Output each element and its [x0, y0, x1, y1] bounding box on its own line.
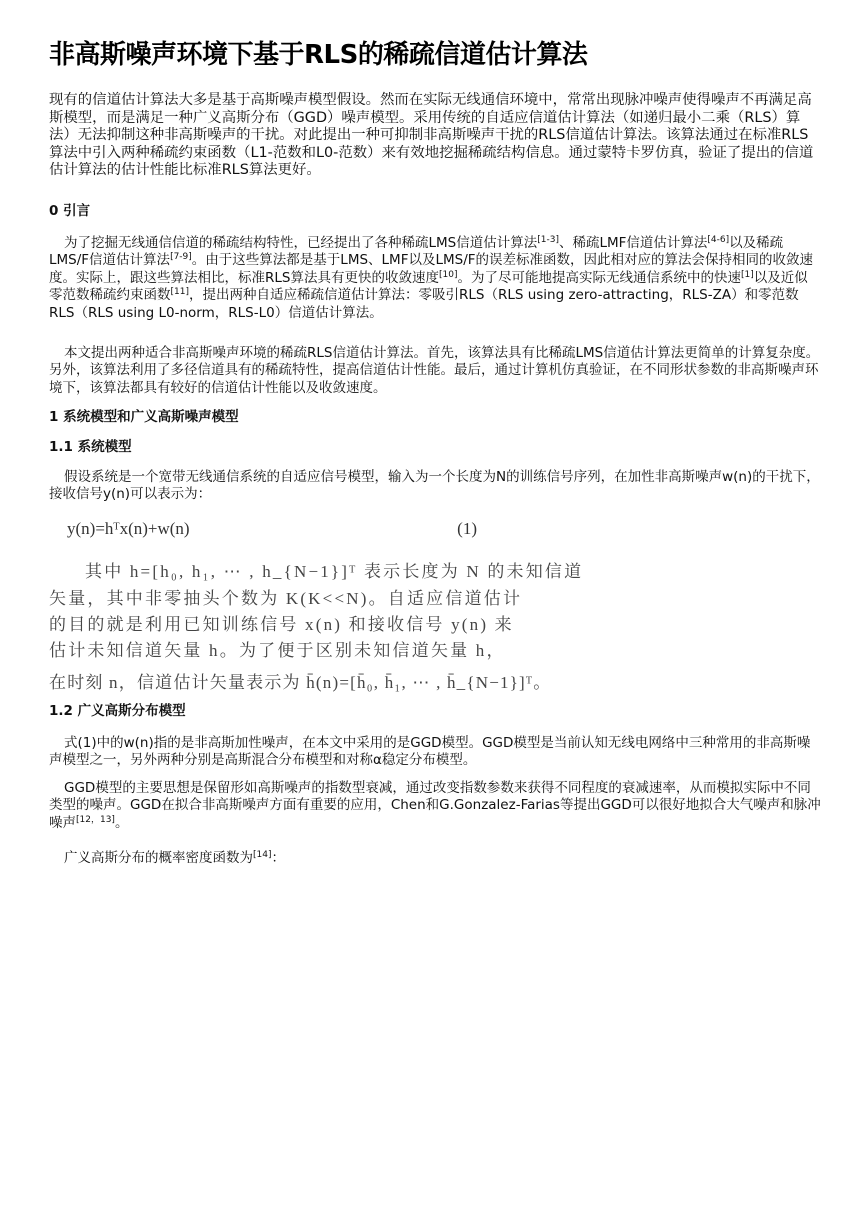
section-heading-intro: 0 引言 — [49, 203, 91, 219]
embedded-text-line: 在时刻 n，信道估计矢量表示为 h̄(n)=[h̄₀, h̄₁, ⋯ , h̄_{N−1}]ᵀ。 — [49, 673, 552, 692]
citation: [10] — [438, 269, 458, 280]
system-model-paragraph: 假设系统是一个宽带无线通信系统的自适应信号模型，输入为一个长度为N的训练信号序列，在加性非高斯噪声w(n)的干扰下，接收信号y(n)可以表示为： — [49, 469, 820, 503]
embedded-text-line: 矢量，其中非零抽头个数为 K(K<<N)。自适应信道估计 — [49, 589, 523, 608]
embedded-text-line: 的目的就是利用已知训练信号 x(n) 和接收信号 y(n) 来 — [49, 615, 514, 634]
subsection-heading-system-model: 1.1 系统模型 — [49, 439, 132, 455]
citation: [11] — [170, 287, 189, 298]
citation: [7-9] — [170, 252, 192, 263]
intro-paragraph-1: 为了挖掘无线通信信道的稀疏结构特性，已经提出了各种稀疏LMS信道估计算法[1-3]、稀疏LMF信道估计算法[4-6]以及稀疏LMS/F信道估计算法[7-9]。由于这些算法都是基于LMS、LMF以及LMS/F的误差标准函数，因此相对应的算法会保持相同的收敛速度。实际上，跟这些算法相比，标准RLS算法具有更快的收敛速度[10]。为了尽可能地提高实际无线通信系统中的快速[1]以及近似零范数稀疏约束函数[11]，提出两种自适应稀疏信道估计算法：零吸引RLS（RLS using zero-attracting，RLS-ZA）和零范数RLS（RLS using L0-norm，RLS-L0）信道估计算法。 — [49, 235, 814, 321]
ggd-paragraph-1: 式(1)中的w(n)指的是非高斯加性噪声，在本文中采用的是GGD模型。GGD模型是当前认知无线电网络中三种常用的非高斯噪声模型之一，另外两种分别是高斯混合分布模型和对称α稳定分布模型。 — [49, 735, 811, 769]
citation: [1] — [740, 269, 754, 280]
equation-1-body: y(n)=hᵀx(n)+w(n) — [67, 519, 190, 538]
abstract: 现有的信道估计算法大多是基于高斯噪声模型假设。然而在实际无线通信环境中，常常出现脉冲噪声使得噪声不再满足高斯模型，而是满足一种广义高斯分布（GGD）噪声模型。采用传统的自适应信道估计算法（如递归最小二乘（RLS）算法）无法抑制这种非高斯噪声的干扰。对此提出一种可抑制非高斯噪声干扰的RLS信道估计算法。该算法通过在标准RLS算法中引入两种稀疏约束函数（L1-范数和L0-范数）来有效地挖掘稀疏结构信息。通过蒙特卡罗仿真，验证了提出的信道估计算法的估计性能比标准RLS算法更好。 — [49, 92, 814, 179]
subsection-heading-ggd: 1.2 广义高斯分布模型 — [49, 703, 186, 719]
paper-title: 非高斯噪声环境下基于RLS的稀疏信道估计算法 — [49, 40, 588, 70]
ggd-paragraph-2: GGD模型的主要思想是保留形如高斯噪声的指数型衰减，通过改变指数参数来获得不同程度的衰减速率，从而模拟实际中不同类型的噪声。GGD在拟合非高斯噪声方面有重要的应用，Chen和G.Gonzalez-Farias等提出GGD可以很好地拟合大气噪声和脉冲噪声[12，13]。 — [49, 780, 821, 831]
embedded-text-line: 其中 h=[h₀, h₁, ⋯ , h_{N−1}]ᵀ 表示长度为 N 的未知信道 — [85, 562, 584, 581]
citation: [14] — [253, 850, 272, 860]
citation: [1-3] — [537, 235, 559, 245]
citation: [12，13] — [76, 814, 115, 825]
section-heading-system-model: 1 系统模型和广义高斯噪声模型 — [49, 409, 239, 425]
intro-paragraph-2: 本文提出两种适合非高斯噪声环境的稀疏RLS信道估计算法。首先，该算法具有比稀疏LMS信道估计算法更简单的计算复杂度。另外，该算法利用了多径信道具有的稀疏特性，提高信道估计性能。最后，通过计算机仿真验证，在不同形状参数的非高斯噪声环境下，该算法都具有较好的信道估计性能以及收敛速度。 — [49, 345, 820, 396]
equation-1 — [67, 516, 477, 542]
equation-1-number: (1) — [457, 519, 477, 538]
citation: [4-6] — [707, 235, 730, 245]
embedded-text-line: 估计未知信道矢量 h。为了便于区别未知信道矢量 h， — [49, 641, 506, 660]
ggd-pdf-intro: 广义高斯分布的概率密度函数为[14]： — [64, 850, 285, 866]
